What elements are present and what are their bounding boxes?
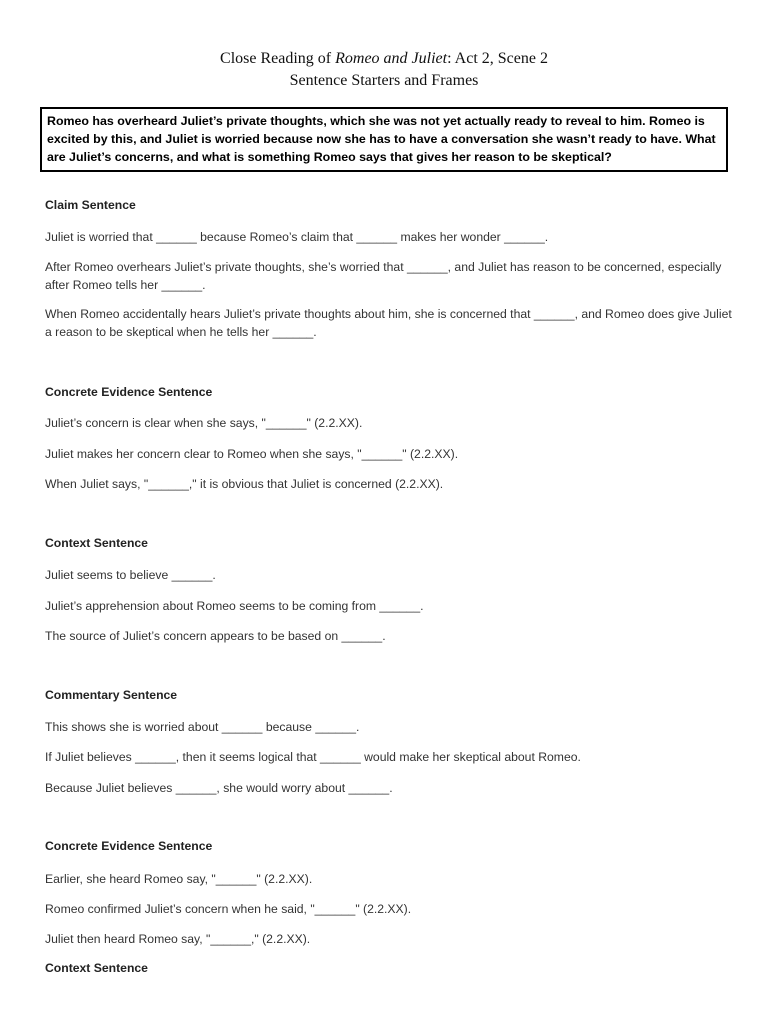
sentence-frame: Earlier, she heard Romeo say, "______" (2.2.XX). [45, 872, 313, 886]
prompt-box: Romeo has overheard Juliet’s private thoughts, which she was not yet actually ready to reveal to him. Romeo is excited by this, and Juliet is worried because now she has to have a conversation she wasn’t ready to have. What are Juliet’s concerns, and what is something Romeo says that gives her reason to be skeptical? [40, 107, 728, 172]
page-title: Close Reading of Romeo and Juliet: Act 2, Scene 2 [220, 50, 548, 67]
sentence-frame: Juliet is worried that ______ because Romeo’s claim that ______ makes her wonder ______. [45, 230, 549, 244]
sentence-frame: Because Juliet believes ______, she would worry about ______. [45, 781, 393, 795]
title-block [0, 48, 768, 92]
sentence-frame: The source of Juliet’s concern appears to be based on ______. [45, 629, 386, 643]
sentence-frame: When Juliet says, "______," it is obvious that Juliet is concerned (2.2.XX). [45, 477, 444, 491]
section-heading-claim: Claim Sentence [45, 198, 136, 212]
sentence-frame: This shows she is worried about ______ because ______. [45, 720, 360, 734]
sentence-frame: After Romeo overhears Juliet’s private thoughts, she’s worried that ______, and Juliet has reason to be concerned, especially after Romeo tells her ______. [45, 260, 722, 292]
page-subtitle: Sentence Starters and Frames [289, 72, 479, 89]
sentence-frame: Juliet’s concern is clear when she says, "______" (2.2.XX). [45, 416, 363, 430]
work-title: Romeo and Juliet [335, 50, 448, 67]
sentence-frame: Juliet then heard Romeo say, "______," (2.2.XX). [45, 932, 311, 946]
sentence-frame: Juliet makes her concern clear to Romeo when she says, "______" (2.2.XX). [45, 447, 459, 461]
section-heading-commentary: Commentary Sentence [45, 688, 178, 702]
section-heading-concrete-evidence: Concrete Evidence Sentence [45, 385, 213, 399]
sentence-frame: When Romeo accidentally hears Juliet’s private thoughts about him, she is concerned that ______, and Romeo does give Juliet a reason to be skeptical when he tells her ______. [45, 307, 732, 339]
sentence-frame: Juliet seems to believe ______. [45, 568, 216, 582]
section-heading-context-2: Context Sentence [45, 961, 148, 975]
sentence-frame: Juliet’s apprehension about Romeo seems to be coming from ______. [45, 599, 424, 613]
sentence-frame: If Juliet believes ______, then it seems logical that ______ would make her skeptical about Romeo. [45, 750, 581, 764]
section-heading-concrete-evidence-2: Concrete Evidence Sentence [45, 839, 213, 853]
section-heading-context: Context Sentence [45, 536, 148, 550]
sentence-frame: Romeo confirmed Juliet’s concern when he said, "______" (2.2.XX). [45, 902, 412, 916]
